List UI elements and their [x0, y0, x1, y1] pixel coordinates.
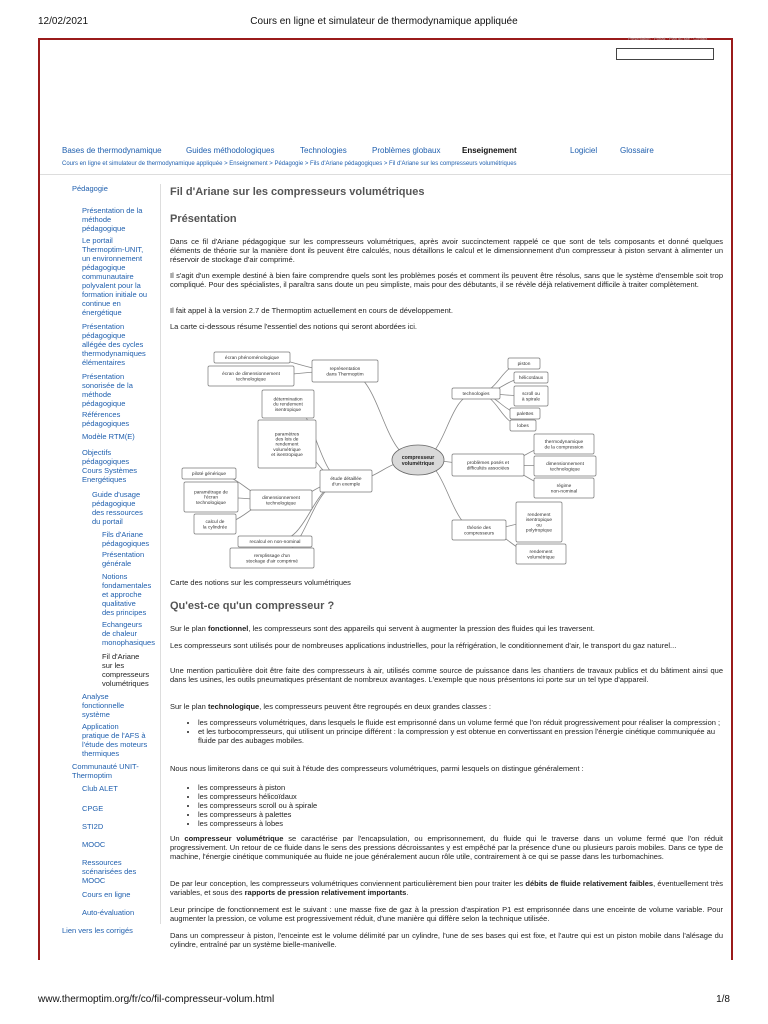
sidebar-item-4[interactable]: Présentation sonorisée de la méthode pédagogique [82, 372, 133, 408]
nav-item-0[interactable]: Bases de thermodynamique [62, 146, 162, 155]
nav-item-5[interactable]: Logiciel [570, 146, 598, 155]
breadcrumb[interactable]: Cours en ligne et simulateur de thermodynamique appliquée > Enseignement > Pédagogie > Fils d'Ariane pédagogiques > Fil d'Ariane sur les compresseurs volumétriques [62, 161, 517, 167]
paragraph-piston: Dans un compresseur à piston, l'enceinte est le volume délimité par un cylindre, l'une de ses bases qui est fixe, et l'autre qui est un piston mobile dans l'alésage du cylindre, entraîné par un système bielle-manivelle. [170, 931, 723, 949]
map-node-22: théorie des compresseurs [463, 526, 495, 537]
map-node-11: remplissage d'un stockage d'air comprimé [246, 554, 298, 565]
list-item: • les compresseurs à piston [198, 783, 721, 792]
sidebar-item-9[interactable]: Fils d'Ariane pédagogiques [102, 530, 150, 548]
map-node-23: rendement isentropique ou polytropique [525, 512, 553, 534]
list-item: • les compresseurs hélicoïdaux [198, 792, 721, 801]
sidebar-item-10[interactable]: Présentation générale [102, 550, 145, 568]
heading-presentation: Présentation [170, 213, 237, 225]
nav-item-3[interactable]: Problèmes globaux [372, 146, 441, 155]
paragraph-conception: De par leur conception, les compresseurs volumétriques conviennent particulièrement bien pour traiter les débits de fluide relativement faibles, éventuellement très variables, et sous des rapports de pression relativement importants. [170, 879, 724, 897]
map-node-19: thermodynamique de la compression [544, 440, 584, 451]
map-node-17: lobes [517, 424, 529, 430]
sidebar-item-7[interactable]: Objectifs pédagogiques Cours Systèmes Energétiques [82, 448, 138, 484]
top-links[interactable]: Presentation · Portail · Plan du site · Contact [628, 36, 708, 41]
map-node-24: rendement volumétrique [527, 550, 555, 561]
sidebar-item-6[interactable]: Modèle RTM(E) [82, 432, 135, 441]
sidebar-item-24[interactable]: Lien vers les corrigés [62, 926, 133, 935]
list-item: • les compresseurs à lobes [198, 819, 721, 828]
map-node-18: problèmes posés et difficultés associées [466, 461, 510, 472]
page-title: Fil d'Ariane sur les compresseurs volumétriques [170, 186, 425, 198]
print-page-number: 1/8 [716, 994, 730, 1005]
map-node-16: palettes [516, 412, 534, 418]
print-date: 12/02/2021 [38, 16, 89, 27]
sidebar-item-17[interactable]: Club ALET [82, 784, 118, 793]
sidebar-item-23[interactable]: Auto-évaluation [82, 908, 135, 917]
nav-item-6[interactable]: Glossaire [620, 146, 654, 155]
sidebar-item-21[interactable]: Ressources scénarisées des MOOC [82, 858, 137, 885]
paragraph-air: Une mention particulière doit être faite des compresseurs à air, utilisés comme source de puissance dans les chantiers de travaux publics et du bâtiment ainsi que dans les usines, les outils pneumatiques présentant de nombreux avantages. L'exemple que nous présentons ici porte sur un tel type d'appareil. [170, 666, 723, 684]
list-item: • les compresseurs volumétriques, dans lesquels le fluide est emprisonné dans un volume fermé que l'on réduit progressivement pour réaliser la compression ; [198, 718, 721, 727]
sidebar-item-13[interactable]: Fil d'Ariane sur les compresseurs volumétriques [102, 652, 150, 688]
map-node-20: dimensionnement technologique [546, 462, 584, 473]
list-types [186, 783, 721, 828]
sidebar-item-19[interactable]: STI2D [82, 822, 104, 831]
sidebar-item-15[interactable]: Application pratique de l'AFS à l'étude des moteurs thermiques [82, 722, 148, 758]
sidebar-item-12[interactable]: Echangeurs de chaleur monophasiques [102, 620, 155, 647]
concept-map-caption: Carte des notions sur les compresseurs volumétriques [170, 578, 351, 587]
map-node-3: détermination du rendement isentropique [273, 397, 303, 413]
map-node-8: calcul de la cylindrée [202, 520, 228, 531]
concept-map [176, 350, 610, 576]
paragraph-applications: Les compresseurs sont utilisés pour de nombreuses applications industrielles, pour la réfrigération, le conditionnement d'air, le transport du gaz naturel... [170, 641, 677, 650]
header-divider [40, 174, 731, 175]
print-title: Cours en ligne et simulateur de thermodynamique appliquée [250, 16, 518, 27]
map-node-13: piston [517, 362, 531, 368]
map-node-12: technologies [462, 392, 490, 398]
paragraph-version: Il fait appel à la version 2.7 de Thermoptim actuellement en cours de développement. [170, 306, 453, 315]
search-input[interactable] [616, 48, 714, 60]
nav-item-2[interactable]: Technologies [300, 146, 347, 155]
heading-compresseur: Qu'est-ce qu'un compresseur ? [170, 600, 335, 612]
list-classes [186, 718, 721, 745]
nav-item-1[interactable]: Guides méthodologiques [186, 146, 275, 155]
paragraph-fonctionnel: Sur le plan fonctionnel, les compresseurs sont des appareils qui servent à augmenter la pression des fluides qui les traversent. [170, 624, 595, 633]
paragraph-technologique: Sur le plan technologique, les compresseurs peuvent être regroupés en deux grandes classes : [170, 702, 491, 711]
map-node-6: paramétrage de l'écran technologique [194, 490, 228, 506]
map-node-1: écran de dimensionnement technologique [222, 372, 280, 383]
paragraph-map-intro: La carte ci-dessous résume l'essentiel des notions qui seront abordées ici. [170, 322, 417, 331]
map-node-14: hélicoïdaux [518, 376, 544, 382]
paragraph-principe: Leur principe de fonctionnement est le suivant : une masse fixe de gaz à la pression d'aspiration P1 est emprisonnée dans une enceinte de volume variable. Pour augmenter la pression, ce volume est progressivement réduit, d'une manière qui diffère selon la technique utilisée. [170, 905, 723, 923]
main-nav [50, 146, 730, 158]
sidebar-item-8[interactable]: Guide d'usage pédagogique des ressources du portail [92, 490, 143, 526]
list-item: • les compresseurs scroll ou à spirale [198, 801, 721, 810]
sidebar-item-20[interactable]: MOOC [82, 840, 106, 849]
map-node-0: écran phénoménologique [224, 356, 280, 362]
paragraph-intro: Dans ce fil d'Ariane pédagogique sur les compresseurs volumétriques, après avoir succinctement rappelé ce que sont de tels composants et donné quelques éléments de théorie sur la manière dont ils peuvent être calculés, nous détaillons le calcul et le dimensionnement d'un compresseur à piston servant à alimenter un réservoir de stockage d'air comprimé. [170, 237, 723, 264]
map-node-15: scroll ou à spirale [521, 392, 541, 403]
sidebar-item-0[interactable]: Pédagogie [72, 184, 108, 193]
sidebar-item-11[interactable]: Notions fondamentales et approche qualitative des principes [102, 572, 152, 617]
print-header [0, 16, 768, 30]
sidebar-item-16[interactable]: Communauté UNIT- Thermoptim [72, 762, 139, 780]
map-node-7: dimensionnement technologique [262, 496, 300, 507]
map-node-9: étude détaillée d'un exemple [330, 477, 362, 488]
map-node-5: piloté générique [191, 472, 227, 478]
map-node-21: régime non-nominal [550, 484, 578, 495]
nav-item-4[interactable]: Enseignement [462, 146, 517, 155]
map-node-4: paramètres des lois de rendement volumétrique et isentropique [271, 432, 303, 459]
sidebar-item-3[interactable]: Présentation pédagogique allégée des cycles thermodynamiques élémentaires [82, 322, 146, 367]
concept-map-svg [176, 350, 610, 576]
map-node-2: représentation dans Thermoptim [326, 367, 364, 378]
list-item: • les compresseurs à palettes [198, 810, 721, 819]
paragraph-limiterons: Nous nous limiterons dans ce qui suit à l'étude des compresseurs volumétriques, parmi lesquels on distingue généralement : [170, 764, 584, 773]
list-item: • et les turbocompresseurs, qui utilisent un principe différent : la compression y est obtenue en convertissant en pression l'énergie cinétique communiquée au fluide par des aubages mobiles. [198, 727, 721, 745]
map-center-label: compresseur volumétrique [401, 455, 435, 467]
sidebar-item-22[interactable]: Cours en ligne [82, 890, 131, 899]
paragraph-example: Il s'agit d'un exemple destiné à bien faire comprendre quels sont les problèmes posés et comment ils peuvent être résolus, sans que le système d'ensemble soit trop compliqué. Pour des spécialistes, il paraîtra sans doute un peu simpliste, mais pour des débutants, il se révèle déjà relativement difficile à traiter complètement. [170, 271, 723, 289]
map-node-10: recalcul en non-nominal [249, 540, 301, 546]
sidebar-divider [160, 184, 161, 924]
sidebar [40, 184, 158, 935]
sidebar-item-2[interactable]: Le portail Thermoptim-UNIT, un environnement pédagogique communautaire polyvalent pour la formation initiale ou continue en énergétique [82, 236, 148, 317]
sidebar-item-1[interactable]: Présentation de la méthode pédagogique [82, 206, 143, 233]
print-url: www.thermoptim.org/fr/co/fil-compresseur-volum.html [38, 994, 275, 1005]
sidebar-item-5[interactable]: Références pédagogiques [82, 410, 130, 428]
sidebar-item-18[interactable]: CPGE [82, 804, 104, 813]
paragraph-volumetrique: Un compresseur volumétrique se caractérise par l'encapsulation, ou emprisonnement, du fluide qui le traverse dans un volume fermé que l'on réduit progressivement. Un retour de ce fluide dans le sens des pressions décroissantes y est empêché par la présence d'une ou plusieurs parois mobiles. Dans ce type de machine, l'énergie cinétique communiquée au fluide ne joue généralement aucun rôle utile, contrairement à ce qui se passe dans les turbomachines. [170, 834, 724, 861]
sidebar-item-14[interactable]: Analyse fonctionnelle système [82, 692, 125, 719]
